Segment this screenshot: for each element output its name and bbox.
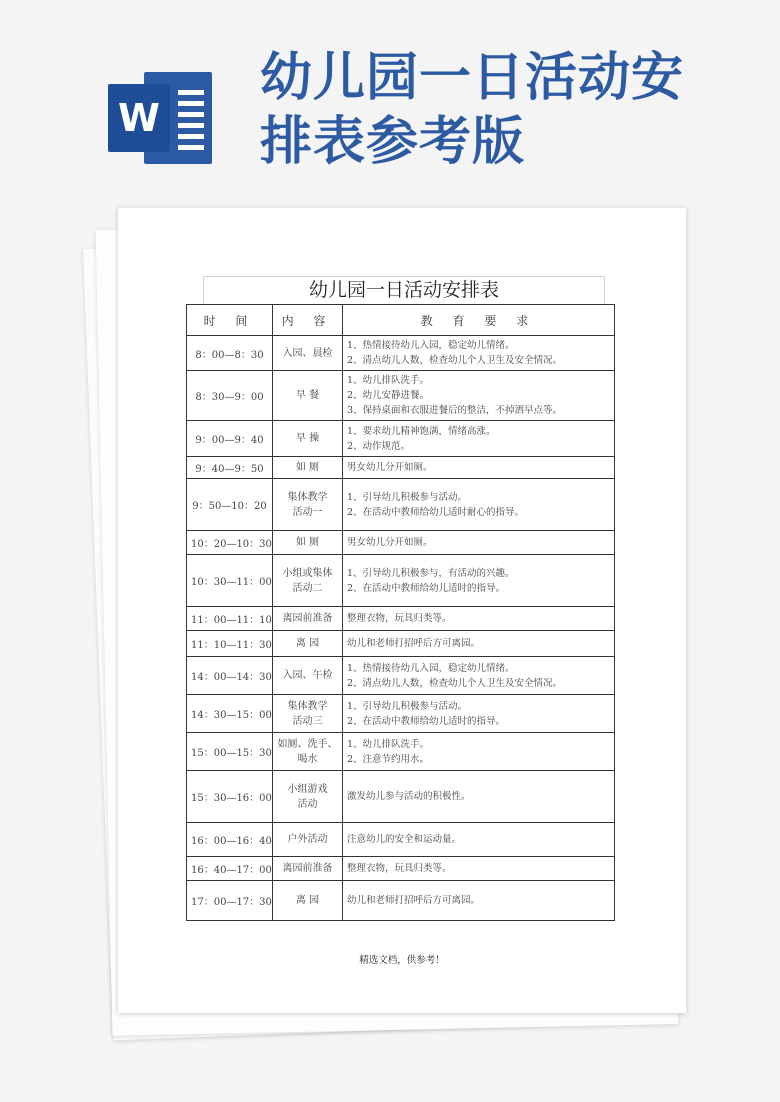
requirement-line: 男女幼儿分开如厕。 [347, 537, 433, 548]
time-cell: 16：00—16：40 [187, 823, 273, 857]
table-row [187, 531, 615, 555]
requirement-line: 1、引导幼儿积极参与活动。 [347, 491, 468, 503]
content-cell [273, 823, 343, 857]
content-line: 入园、晨检 [282, 347, 333, 359]
table-row [187, 881, 615, 921]
requirement-cell [343, 607, 615, 631]
content-line: 活动三 [292, 715, 323, 727]
table-row [187, 607, 615, 631]
requirement-line: 整理衣物，玩具归类等。 [347, 863, 452, 874]
requirement-cell [343, 421, 615, 457]
header-time: 时 间 [187, 305, 273, 336]
requirement-cell [343, 631, 615, 657]
requirement-line: 2、清点幼儿人数，检查幼儿个人卫生及安全情况。 [347, 677, 563, 689]
requirement-cell [343, 531, 615, 555]
time-cell: 10：20—10：30 [187, 531, 273, 555]
table-row [187, 421, 615, 457]
time-cell: 11：10—11：30 [187, 631, 273, 657]
requirement-line: 激发幼儿参与活动的积极性。 [347, 791, 471, 802]
requirement-cell [343, 881, 615, 921]
content-cell [273, 479, 343, 531]
time-cell: 8：00—8：30 [187, 336, 273, 371]
document-page [118, 208, 686, 1013]
requirement-line: 3、保持桌面和衣服进餐后的整洁，不掉洒早点等。 [347, 405, 563, 416]
table-row [187, 555, 615, 607]
requirement-cell [343, 479, 615, 531]
requirement-cell [343, 657, 615, 695]
content-line: 喝水 [297, 753, 318, 765]
table-header-row [187, 305, 615, 336]
table-row [187, 457, 615, 479]
content-cell [273, 531, 343, 555]
content-line: 早 操 [295, 433, 320, 444]
content-cell [273, 371, 343, 421]
time-cell: 8：30—9：00 [187, 371, 273, 421]
table-row [187, 733, 615, 771]
requirement-cell [343, 823, 615, 857]
content-cell [273, 421, 343, 457]
header-requirement: 教 育 要 求 [343, 305, 615, 336]
requirement-line: 2、注意节约用水。 [347, 753, 430, 765]
content-line: 户外活动 [287, 834, 328, 845]
content-line: 离 园 [295, 638, 320, 649]
content-cell [273, 657, 343, 695]
content-cell [273, 607, 343, 631]
requirement-line: 2、在活动中教师给幼儿适时耐心的指导。 [347, 506, 525, 518]
content-line: 集体教学 [287, 700, 328, 712]
content-cell [273, 555, 343, 607]
time-cell: 16：40—17：00 [187, 857, 273, 881]
requirement-cell [343, 371, 615, 421]
content-cell [273, 457, 343, 479]
content-cell [273, 771, 343, 823]
requirement-line: 1、引导幼儿积极参与，有活动的兴趣。 [347, 567, 515, 579]
table-row [187, 695, 615, 733]
requirement-cell [343, 771, 615, 823]
time-cell: 15：30—16：00 [187, 771, 273, 823]
requirement-cell [343, 457, 615, 479]
document-title: 幼儿园一日活动安排表 [203, 276, 605, 305]
table-row [187, 657, 615, 695]
time-cell: 9：40—9：50 [187, 457, 273, 479]
word-logo-letter: W [108, 84, 170, 152]
requirement-cell [343, 336, 615, 371]
time-cell: 14：00—14：30 [187, 657, 273, 695]
time-cell: 14：30—15：00 [187, 695, 273, 733]
table-row [187, 631, 615, 657]
content-line: 如 厕 [295, 462, 320, 473]
content-line: 如 厕 [295, 537, 320, 548]
requirement-line: 1、引导幼儿积极参与活动。 [347, 700, 468, 712]
content-line: 小组游戏 [287, 783, 328, 795]
content-line: 如厕、洗手、 [277, 738, 338, 750]
requirement-line: 1、热情接待幼儿入园，稳定幼儿情绪。 [347, 340, 515, 351]
requirement-cell [343, 695, 615, 733]
content-cell [273, 695, 343, 733]
content-line: 活动 [297, 798, 318, 810]
time-cell: 11：00—11：10 [187, 607, 273, 631]
content-cell [273, 857, 343, 881]
content-line: 活动一 [292, 506, 323, 518]
requirement-line: 1、幼儿排队洗手。 [347, 375, 430, 386]
header-content: 内 容 [273, 305, 343, 336]
time-cell: 15：00—15：30 [187, 733, 273, 771]
banner-title: 幼儿园一日活动安排表参考版 [260, 48, 685, 172]
requirement-line: 幼儿和老师打招呼后方可离园。 [347, 638, 481, 649]
requirement-line: 男女幼儿分开如厕。 [347, 462, 433, 473]
word-icon [108, 72, 212, 164]
requirement-line: 1、幼儿排队洗手。 [347, 738, 430, 750]
content-cell [273, 631, 343, 657]
requirement-line: 2、在活动中教师给幼儿适时的指导。 [347, 582, 506, 594]
schedule-table [186, 304, 615, 921]
table-row [187, 336, 615, 371]
content-cell [273, 733, 343, 771]
footer-note: 精选文档，供参考！ [359, 955, 445, 966]
content-cell [273, 881, 343, 921]
requirement-line: 幼儿和老师打招呼后方可离园。 [347, 895, 481, 906]
content-line: 入园、午检 [282, 670, 333, 681]
content-line: 离园前准备 [282, 863, 333, 874]
table-row [187, 771, 615, 823]
time-cell: 9：50—10：20 [187, 479, 273, 531]
requirement-cell [343, 733, 615, 771]
content-cell [273, 336, 343, 371]
requirement-line: 1、要求幼儿精神饱满，情绪高涨。 [347, 425, 496, 437]
table-row [187, 823, 615, 857]
content-line: 离园前准备 [282, 613, 333, 624]
requirement-line: 2、幼儿安静进餐。 [347, 390, 430, 401]
time-cell: 9：00—9：40 [187, 421, 273, 457]
requirement-line: 2、在活动中教师给幼儿适时的指导。 [347, 715, 506, 727]
table-row [187, 857, 615, 881]
banner [0, 0, 780, 200]
time-cell: 17：00—17：30 [187, 881, 273, 921]
content-line: 早 餐 [295, 390, 320, 401]
table-row [187, 479, 615, 531]
content-line: 集体教学 [287, 491, 328, 503]
content-line: 小组或集体 [282, 567, 333, 579]
requirement-line: 2、动作规范。 [347, 440, 411, 452]
requirement-line: 整理衣物，玩具归类等。 [347, 613, 452, 624]
table-row [187, 371, 615, 421]
requirement-line: 2、清点幼儿人数，检查幼儿个人卫生及安全情况。 [347, 355, 563, 366]
schedule-body [187, 336, 615, 921]
requirement-line: 1、热情接待幼儿入园，稳定幼儿情绪。 [347, 662, 515, 674]
time-cell: 10：30—11：00 [187, 555, 273, 607]
requirement-line: 注意幼儿的安全和运动量。 [347, 834, 462, 845]
content-line: 离 园 [295, 895, 320, 906]
requirement-cell [343, 857, 615, 881]
content-line: 活动二 [292, 582, 323, 594]
requirement-cell [343, 555, 615, 607]
